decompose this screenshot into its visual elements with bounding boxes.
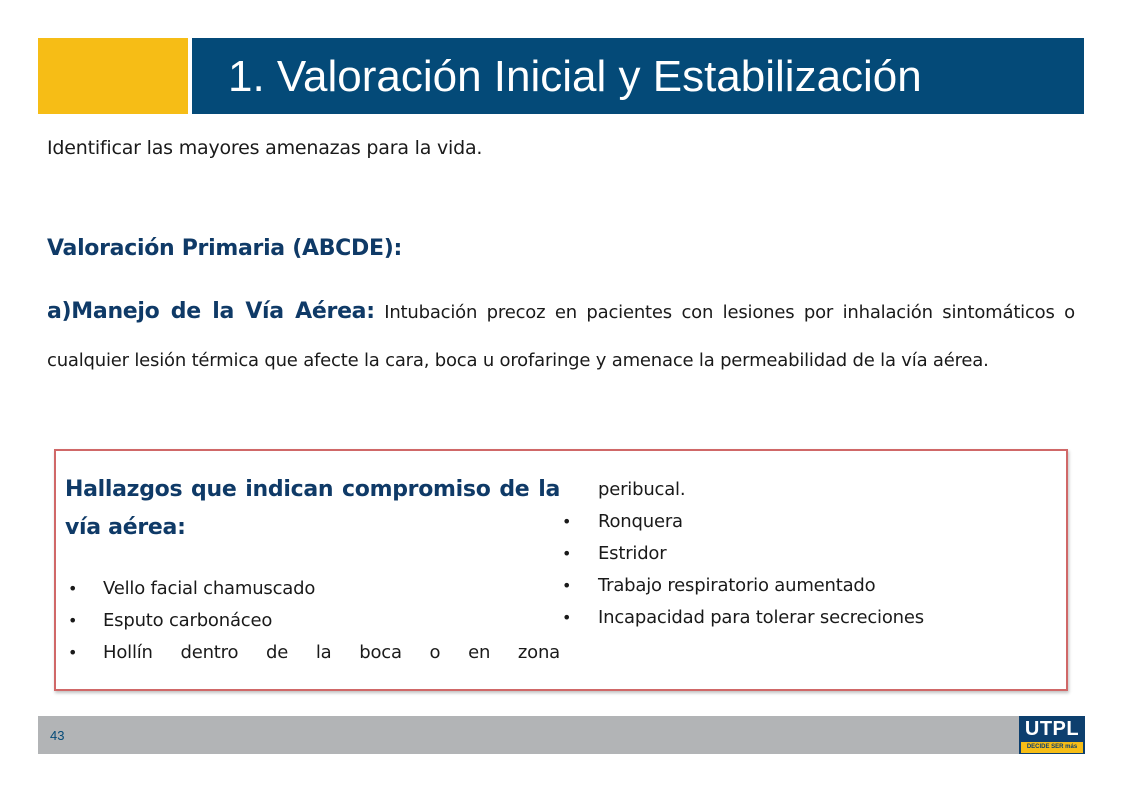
- logo-wordmark: UTPL: [1024, 718, 1080, 740]
- bullet-icon: •: [68, 643, 78, 662]
- list-item-text: Hollín dentro de la boca o en zona: [103, 642, 560, 663]
- bullet-icon: •: [562, 512, 572, 531]
- paragraph-lead: a)Manejo de la Vía Aérea:: [47, 299, 375, 324]
- paragraph-body: Intubación precoz en pacientes con lesiones por inhalación sintomáticos o cualquier lesión térmica que afecte la cara, boca u orofaringe y amenace la permeabilidad de la vía aérea.: [47, 302, 1075, 371]
- bullet-icon: •: [68, 611, 78, 630]
- title-bar: [192, 38, 1084, 114]
- list-item-text: Estridor: [598, 543, 667, 564]
- findings-left-column: [65, 471, 560, 669]
- bullet-icon: •: [562, 608, 572, 627]
- findings-list-left: [65, 573, 560, 669]
- list-item-continuation: peribucal.: [598, 479, 686, 500]
- list-item: [65, 573, 560, 605]
- findings-list-right: [558, 506, 1058, 634]
- logo-tagline: DECIDE SER más: [1021, 742, 1083, 753]
- findings-box: [54, 449, 1068, 691]
- list-item-text: Trabajo respiratorio aumentado: [598, 575, 876, 596]
- findings-right-column: [558, 474, 1058, 634]
- list-item: [65, 637, 560, 669]
- slide-title: 1. Valoración Inicial y Estabilización: [228, 52, 922, 101]
- section-heading: Valoración Primaria (ABCDE):: [47, 236, 402, 261]
- list-item-text: Ronquera: [598, 511, 683, 532]
- list-item-text: Vello facial chamuscado: [103, 578, 316, 599]
- bullet-icon: •: [562, 576, 572, 595]
- bullet-icon: •: [68, 579, 78, 598]
- list-item-text: Esputo carbonáceo: [103, 610, 273, 631]
- list-item: [558, 506, 1058, 538]
- page-number: 43: [50, 728, 65, 743]
- findings-heading: Hallazgos que indican compromiso de la vía aérea:: [65, 477, 560, 540]
- title-accent-block: [38, 38, 188, 114]
- bullet-icon: •: [562, 544, 572, 563]
- list-item-text: Incapacidad para tolerar secreciones: [598, 607, 924, 628]
- list-item: [558, 570, 1058, 602]
- airway-paragraph: [47, 288, 1075, 385]
- footer-bar: [38, 716, 1084, 754]
- list-item: [558, 538, 1058, 570]
- list-item: [65, 605, 560, 637]
- list-item: [558, 602, 1058, 634]
- utpl-logo: [1019, 716, 1085, 754]
- intro-text: Identificar las mayores amenazas para la vida.: [47, 137, 483, 159]
